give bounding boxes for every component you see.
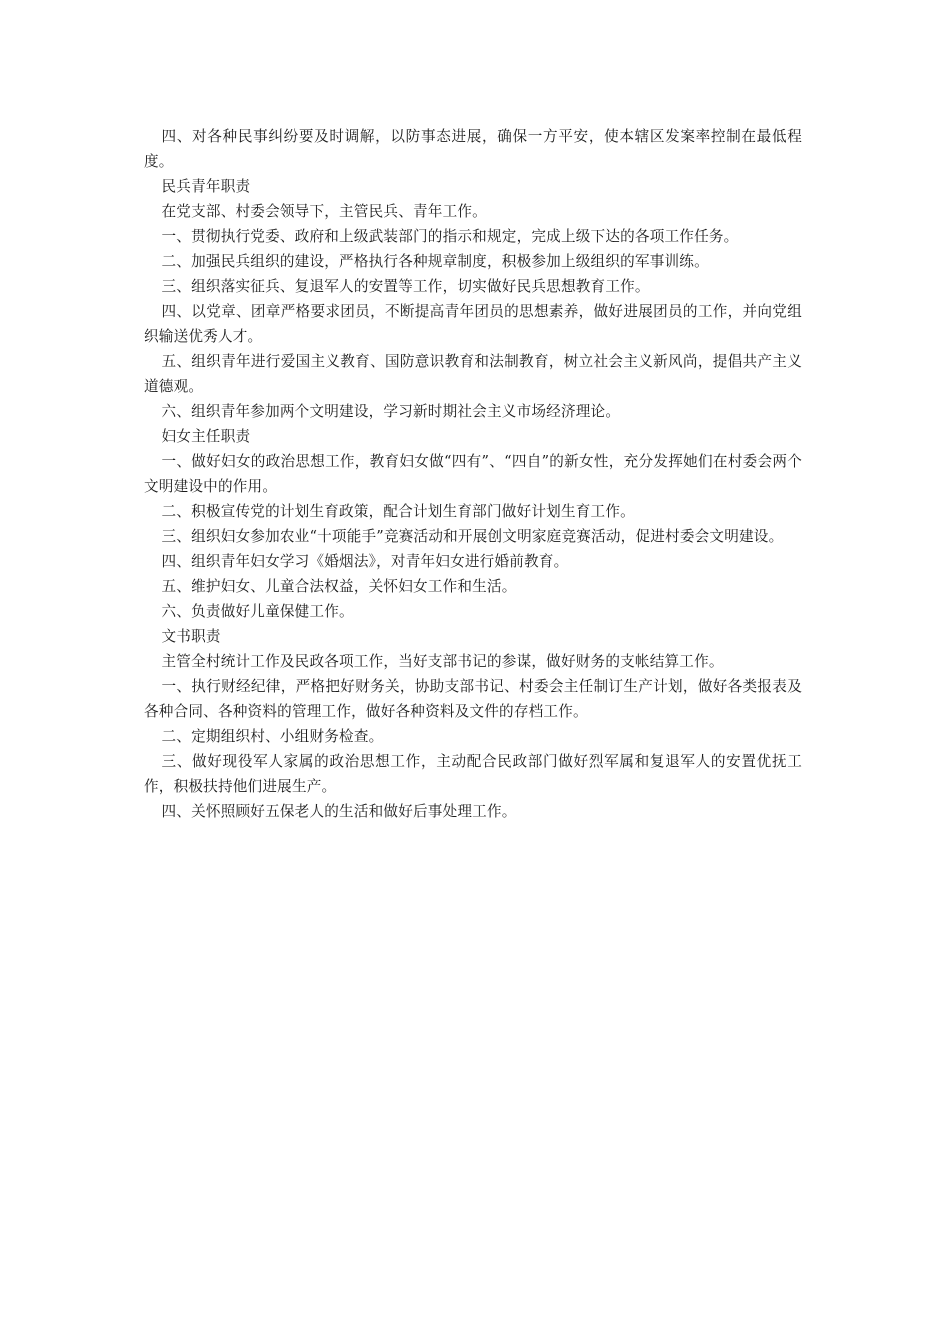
section-heading: 文书职责 bbox=[161, 628, 221, 645]
document-body bbox=[144, 124, 802, 824]
section-heading: 民兵青年职责 bbox=[161, 178, 251, 195]
paragraph: 一、执行财经纪律，严格把好财务关，协助支部书记、村委会主任制订生产计划，做好各类报表及各种合同、各种资料的管理工作，做好各种资料及文件的存档工作。 bbox=[144, 678, 802, 720]
paragraph: 在党支部、村委会领导下，主管民兵、青年工作。 bbox=[161, 203, 487, 220]
paragraph: 三、组织落实征兵、复退军人的安置等工作，切实做好民兵思想教育工作。 bbox=[161, 278, 650, 295]
paragraph: 二、定期组织村、小组财务检查。 bbox=[161, 728, 384, 745]
paragraph: 四、组织青年妇女学习《婚烟法》，对青年妇女进行婚前教育。 bbox=[161, 553, 569, 570]
paragraph: 六、组织青年参加两个文明建设，学习新时期社会主义市场经济理论。 bbox=[161, 403, 621, 420]
paragraph: 四、关怀照顾好五保老人的生活和做好后事处理工作。 bbox=[161, 803, 517, 820]
paragraph: 二、加强民兵组织的建设，严格执行各种规章制度，积极参加上级组织的军事训练。 bbox=[161, 253, 709, 270]
paragraph: 一、贯彻执行党委、政府和上级武装部门的指示和规定，完成上级下达的各项工作任务。 bbox=[161, 228, 739, 245]
paragraph: 三、组织妇女参加农业“十项能手”竞赛活动和开展创文明家庭竞赛活动，促进村委会文明建设。 bbox=[161, 528, 784, 545]
paragraph: 主管全村统计工作及民政各项工作，当好支部书记的参谋，做好财务的支帐结算工作。 bbox=[161, 653, 724, 670]
paragraph: 六、负责做好儿童保健工作。 bbox=[161, 603, 354, 620]
paragraph: 四、以党章、团章严格要求团员，不断提高青年团员的思想素养，做好进展团员的工作，并向党组织输送优秀人才。 bbox=[144, 303, 802, 345]
paragraph: 一、做好妇女的政治思想工作，教育妇女做“四有”、“四自”的新女性，充分发挥她们在村委会两个文明建设中的作用。 bbox=[144, 453, 802, 495]
paragraph: 四、对各种民事纠纷要及时调解，以防事态进展，确保一方平安，使本辖区发案率控制在最低程度。 bbox=[144, 128, 802, 170]
paragraph: 二、积极宣传党的计划生育政策，配合计划生育部门做好计划生育工作。 bbox=[161, 503, 635, 520]
paragraph: 五、组织青年进行爱国主义教育、国防意识教育和法制教育，树立社会主义新风尚，提倡共产主义道德观。 bbox=[144, 353, 802, 395]
paragraph: 五、维护妇女、儿童合法权益，关怀妇女工作和生活。 bbox=[161, 578, 517, 595]
section-heading: 妇女主任职责 bbox=[161, 428, 251, 445]
paragraph: 三、做好现役军人家属的政治思想工作，主动配合民政部门做好烈军属和复退军人的安置优抚工作，积极扶持他们进展生产。 bbox=[144, 753, 802, 795]
